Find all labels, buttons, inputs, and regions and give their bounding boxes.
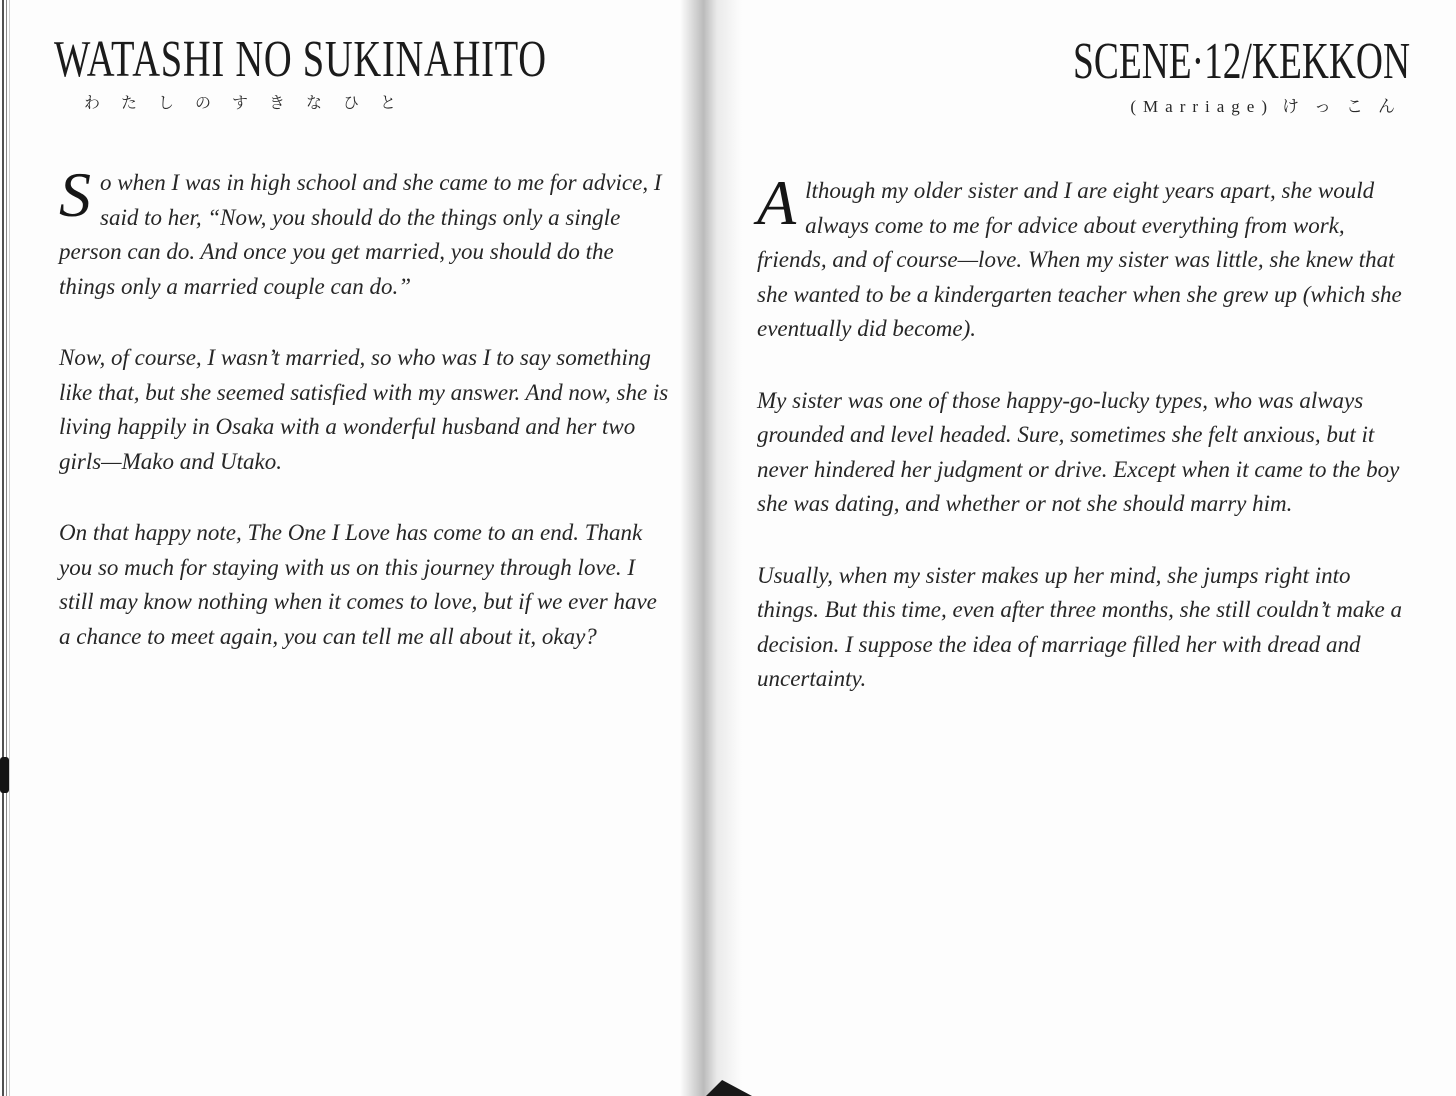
paragraph xyxy=(757,167,1409,347)
dropcap: S xyxy=(59,159,91,230)
paragraph xyxy=(757,384,1409,522)
page-gutter-shadow xyxy=(680,0,742,1096)
left-page-title: WATASHI NO SUKINAHITO xyxy=(54,31,547,88)
spine-notch xyxy=(0,757,9,793)
paragraph xyxy=(757,559,1409,697)
right-page-subtitle xyxy=(942,92,1410,117)
left-page-edge-lines xyxy=(0,0,14,1096)
right-page-body xyxy=(757,167,1409,734)
paragraph-text: lthough my older sister and I are eight years apart, she would always come to me for advice about everything from work, friends, and of course—love. When my sister was little, she knew that she wanted to be a kindergarten teacher when she grew up (which she eventually did become). xyxy=(757,178,1402,341)
right-page-subtitle-japanese: けっこん xyxy=(1282,97,1410,116)
page-edge-line xyxy=(9,0,10,1096)
page-edge-line xyxy=(2,0,4,1096)
paragraph-text: Now, of course, I wasn’t married, so who was I to say something like that, but she seemed satisfied with my answer. And now, she is living happily in Osaka with a wonderful husband and her two girls—Mako and Utako. xyxy=(59,345,669,474)
dropcap: A xyxy=(757,167,797,238)
paragraph xyxy=(59,516,673,654)
gutter-bottom-shadow xyxy=(706,1080,752,1096)
right-page-header xyxy=(942,33,1410,117)
paragraph xyxy=(59,341,673,479)
paragraph-text: Usually, when my sister makes up her mind, she jumps right into things. But this time, even after three months, she still couldn’t make a decision. I suppose the idea of marriage filled her with dread and uncertainty. xyxy=(757,562,1402,691)
paragraph-text: My sister was one of those happy-go-lucky types, who was always grounded and level headed. Sure, sometimes she felt anxious, but it never hindered her judgment or drive. Except when it came to the boy she was dating, and whether or not she should marry him. xyxy=(757,387,1400,516)
left-page-header xyxy=(54,31,720,113)
page-edge-line xyxy=(6,0,7,1096)
left-page-subtitle-japanese: わたしのすきなひと xyxy=(84,95,418,112)
paragraph xyxy=(59,159,673,304)
left-page-body xyxy=(59,159,673,691)
right-page-title: SCENE·12/KEKKON xyxy=(1073,33,1410,90)
paragraph-text: o when I was in high school and she came to me for advice, I said to her, “Now, you should do the things only a single person can do. And once you get married, you should do the things only a married couple can do.” xyxy=(59,170,662,299)
right-page-subtitle-english: (Marriage) xyxy=(1130,97,1274,116)
paragraph-text: On that happy note, The One I Love has come to an end. Thank you so much for staying with us on this journey through love. I still may know nothing when it comes to love, but if we ever have a chance to meet again, you can tell me all about it, okay? xyxy=(59,520,657,649)
